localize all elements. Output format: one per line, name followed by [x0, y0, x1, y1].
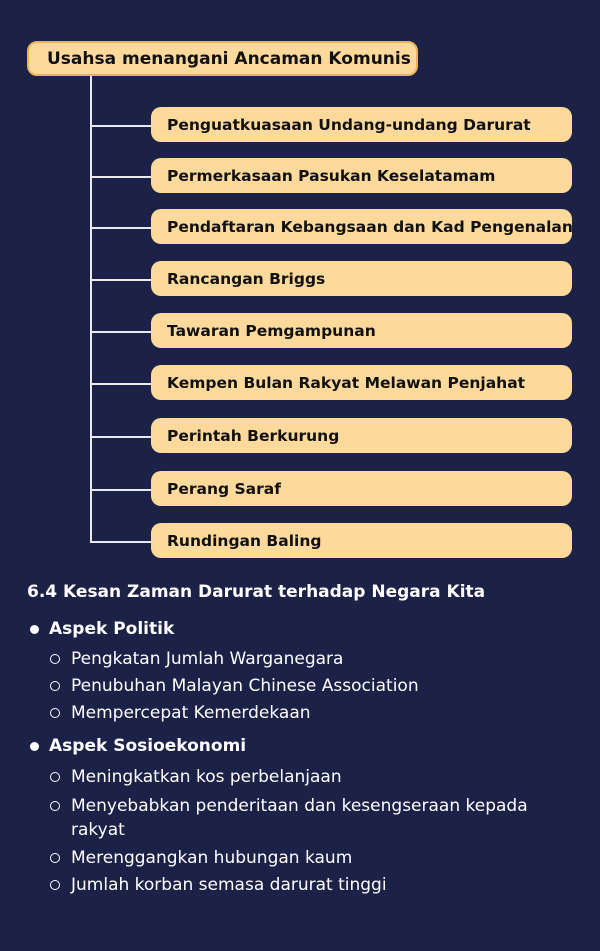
bullet-circle-icon: [50, 681, 60, 691]
bullet-circle-icon: [50, 853, 60, 863]
diagram-trunk-line: [90, 76, 92, 542]
list-item: [50, 873, 580, 897]
diagram-item: Tawaran Pemgampunan: [151, 313, 572, 348]
diagram-item: Permerkasaan Pasukan Keselatamam: [151, 158, 572, 193]
list-item: [50, 765, 580, 789]
list-item-text: Mempercepat Kemerdekaan: [71, 703, 311, 723]
bullet-circle-icon: [50, 708, 60, 718]
diagram-item: Rancangan Briggs: [151, 261, 572, 296]
diagram-item: Kempen Bulan Rakyat Melawan Penjahat: [151, 365, 572, 400]
list-item: [50, 794, 580, 842]
aspect-heading: [27, 619, 174, 639]
section-title: 6.4 Kesan Zaman Darurat terhadap Negara Kita: [27, 582, 486, 602]
bullet-dot-icon: [30, 625, 39, 634]
aspect-heading: [27, 736, 246, 756]
diagram-branch-line: [90, 176, 152, 178]
bullet-circle-icon: [50, 801, 60, 811]
diagram-branch-line: [90, 489, 152, 491]
list-item: [50, 647, 580, 671]
aspect-label: Aspek Sosioekonomi: [49, 736, 247, 756]
diagram-branch-line: [90, 383, 152, 385]
bullet-circle-icon: [50, 654, 60, 664]
diagram-branch-line: [90, 436, 152, 438]
list-item: [50, 701, 580, 725]
diagram-item: Perang Saraf: [151, 471, 572, 506]
list-item-text: Merenggangkan hubungan kaum: [71, 848, 353, 868]
list-item-text: Pengkatan Jumlah Warganegara: [71, 649, 344, 669]
diagram-branch-line: [90, 227, 152, 229]
diagram-branch-line: [90, 331, 152, 333]
diagram-branch-line: [90, 125, 152, 127]
diagram-item: Perintah Berkurung: [151, 418, 572, 453]
bullet-circle-icon: [50, 880, 60, 890]
diagram-branch-line: [90, 541, 152, 543]
list-item: [50, 846, 580, 870]
list-item: [50, 674, 580, 698]
aspect-label: Aspek Politik: [49, 619, 175, 639]
list-item-text: Menyebabkan penderitaan dan kesengseraan kepada rakyat: [71, 796, 528, 840]
list-item-text: Meningkatkan kos perbelanjaan: [71, 767, 342, 787]
diagram-item: Rundingan Baling: [151, 523, 572, 558]
bullet-dot-icon: [30, 742, 39, 751]
bullet-circle-icon: [50, 772, 60, 782]
diagram-branch-line: [90, 279, 152, 281]
list-item-text: Penubuhan Malayan Chinese Association: [71, 676, 419, 696]
list-item-text: Jumlah korban semasa darurat tinggi: [71, 875, 387, 895]
diagram-item: Pendaftaran Kebangsaan dan Kad Pengenalan: [151, 209, 572, 244]
diagram-item: Penguatkuasaan Undang-undang Darurat: [151, 107, 572, 142]
diagram-root-box: Usahsa menangani Ancaman Komunis: [27, 41, 418, 76]
